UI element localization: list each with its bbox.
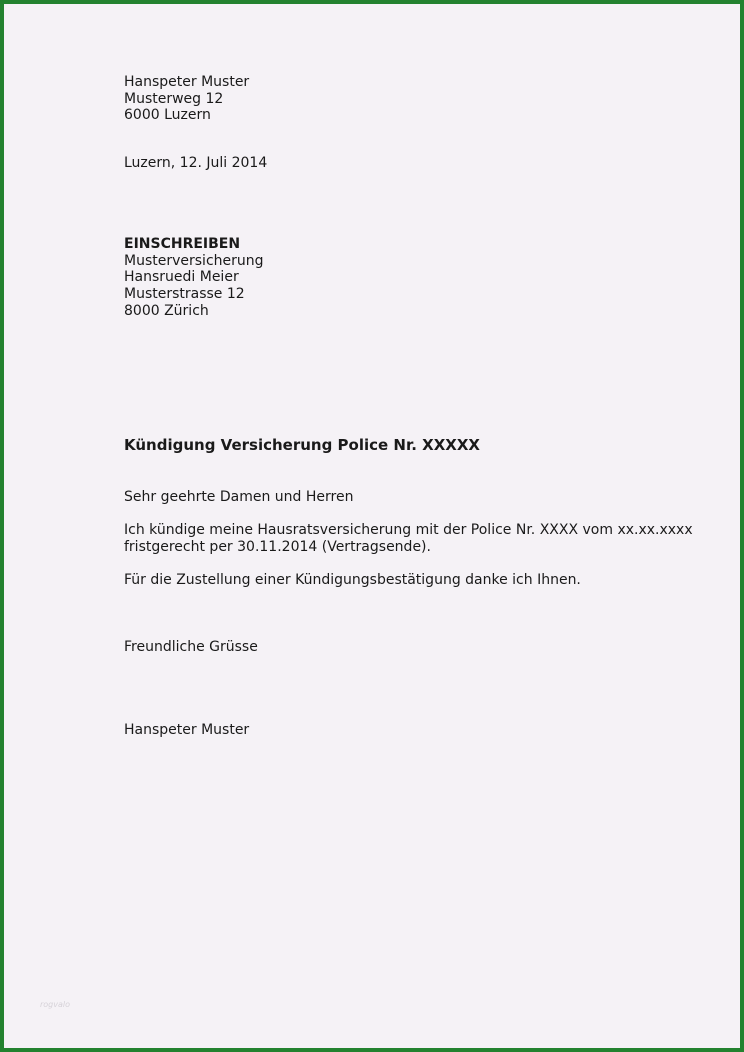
salutation-text: Sehr geehrte Damen und Herren: [124, 489, 354, 505]
recipient-company: Musterversicherung: [124, 252, 264, 269]
body-paragraph-1: [124, 522, 693, 555]
recipient-city: 8000 Zürich: [124, 302, 209, 319]
sender-street: Musterweg 12: [124, 90, 224, 107]
recipient-street: Musterstrasse 12: [124, 286, 245, 303]
signature: [124, 722, 249, 739]
closing: [124, 639, 258, 656]
subject-text: Kündigung Versicherung Police Nr. XXXXX: [124, 436, 480, 454]
body-paragraph-2-text: Für die Zustellung einer Kündigungsbestätigung danke ich Ihnen.: [124, 572, 581, 588]
salutation: [124, 489, 353, 506]
body-paragraph-1-line-2: fristgerecht per 30.11.2014 (Vertragsende).: [124, 538, 431, 555]
date-text: Luzern, 12. Juli 2014: [124, 155, 268, 171]
sender-address: [124, 74, 249, 124]
subject-line: [124, 436, 480, 454]
registered-mail-label: EINSCHREIBEN: [124, 236, 241, 252]
closing-text: Freundliche Grüsse: [124, 639, 258, 655]
body-paragraph-2: [124, 572, 581, 589]
sender-name: Hanspeter Muster: [124, 74, 250, 90]
recipient-contact: Hansruedi Meier: [124, 269, 239, 286]
signature-name: Hanspeter Muster: [124, 722, 250, 738]
recipient-address: [124, 236, 264, 320]
date-line: [124, 155, 267, 172]
sender-city: 6000 Luzern: [124, 107, 211, 124]
watermark: rogvalo: [40, 1000, 71, 1009]
body-paragraph-1-line-1: Ich kündige meine Hausratsversicherung mit der Police Nr. XXXX vom xx.xx.xxxx: [124, 522, 693, 538]
